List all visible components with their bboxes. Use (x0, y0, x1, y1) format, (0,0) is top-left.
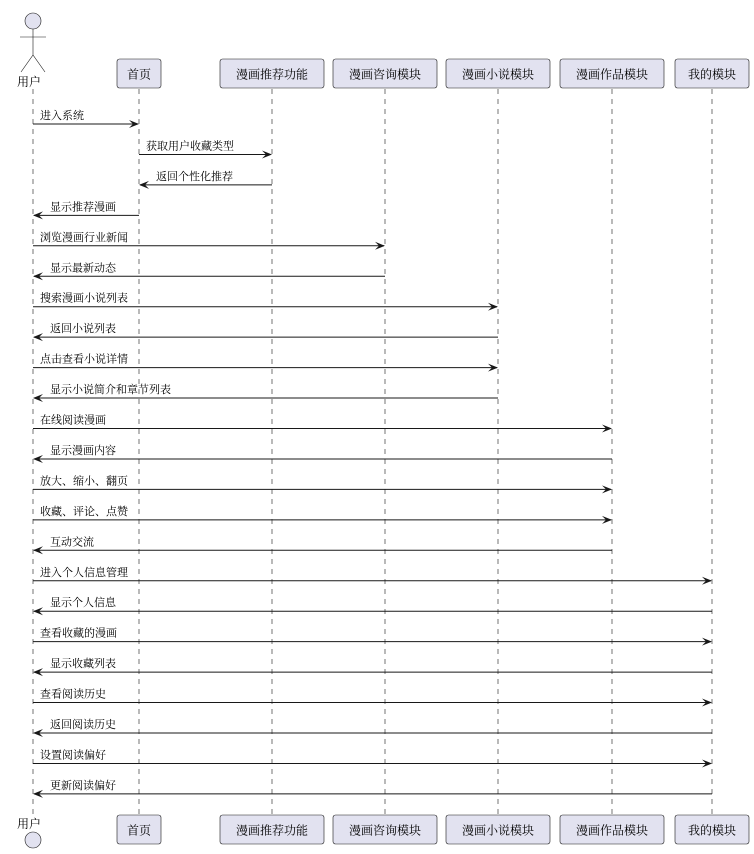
participant-label: 漫画作品模块 (575, 67, 649, 82)
participant-label: 我的模块 (687, 67, 737, 82)
actor-top (17, 13, 46, 89)
message-label: 显示个人信息 (50, 596, 116, 610)
message-label: 浏览漫画行业新闻 (40, 230, 128, 244)
participant-label: 漫画咨询模块 (348, 67, 422, 82)
participant-box-novel-top (446, 59, 550, 88)
participant-label: 漫画推荐功能 (235, 67, 309, 82)
message-1 (33, 108, 139, 128)
message-23 (33, 778, 712, 798)
message-2 (139, 138, 272, 158)
participant-label: 用户 (16, 75, 42, 89)
actor-body-icon (20, 29, 46, 72)
message-label: 显示小说简介和章节列表 (50, 383, 171, 397)
participant-label: 首页 (126, 823, 152, 838)
actor-head-icon (25, 832, 41, 848)
message-label: 显示收藏列表 (50, 657, 116, 671)
message-11 (33, 413, 612, 433)
participant-box-home-bottom (117, 815, 161, 844)
participant-label: 首页 (126, 67, 152, 82)
participant-label: 漫画咨询模块 (348, 823, 422, 838)
message-label: 点击查看小说详情 (40, 352, 128, 366)
participant-box-rec-bottom (220, 815, 324, 844)
participant-box-novel-bottom (446, 815, 550, 844)
message-4 (33, 199, 139, 219)
message-13 (33, 473, 612, 493)
participant-box-news-top (333, 59, 437, 88)
message-label: 返回阅读历史 (50, 718, 116, 731)
message-label: 显示最新动态 (50, 261, 116, 275)
message-label: 显示推荐漫画 (50, 200, 116, 214)
message-15 (33, 534, 612, 554)
message-label: 搜索漫画小说列表 (40, 291, 128, 305)
message-7 (33, 291, 498, 311)
participant-label: 我的模块 (687, 823, 737, 838)
message-5 (33, 230, 385, 250)
message-18 (33, 626, 712, 646)
message-8 (33, 321, 498, 341)
message-label: 返回个性化推荐 (156, 169, 233, 183)
message-label: 互动交流 (50, 535, 94, 549)
participant-label: 用户 (16, 817, 42, 831)
participant-box-works-top (560, 59, 664, 88)
message-3 (139, 169, 272, 189)
message-label: 返回小说列表 (50, 322, 116, 336)
actor-head-icon (25, 13, 41, 29)
message-label: 收藏、评论、点赞 (40, 504, 128, 518)
message-label: 设置阅读偏好 (40, 748, 106, 762)
participant-label: 漫画小说模块 (461, 67, 535, 82)
message-9 (33, 352, 498, 372)
message-17 (33, 595, 712, 615)
message-label: 在线阅读漫画 (40, 413, 106, 427)
participant-label: 漫画小说模块 (461, 823, 535, 838)
message-12 (33, 443, 612, 463)
message-14 (33, 504, 612, 524)
actor-bottom (17, 816, 41, 848)
message-label: 显示漫画内容 (50, 443, 116, 457)
participant-box-mine-top (675, 59, 749, 88)
message-label: 进入系统 (40, 109, 84, 122)
participant-box-works-bottom (560, 815, 664, 844)
message-label: 查看收藏的漫画 (40, 626, 117, 640)
participant-box-news-bottom (333, 815, 437, 844)
message-6 (33, 260, 385, 280)
message-label: 查看阅读历史 (40, 687, 106, 701)
participant-label: 漫画推荐功能 (235, 823, 309, 838)
message-16 (33, 565, 712, 585)
message-22 (33, 747, 712, 767)
message-20 (33, 687, 712, 707)
message-label: 更新阅读偏好 (50, 778, 116, 792)
message-19 (33, 656, 712, 676)
participant-box-rec-top (220, 59, 324, 88)
message-21 (33, 717, 712, 737)
message-label: 获取用户收藏类型 (146, 139, 234, 153)
participant-label: 漫画作品模块 (575, 823, 649, 838)
message-label: 进入个人信息管理 (40, 565, 128, 579)
message-10 (33, 382, 498, 402)
participant-box-mine-bottom (675, 815, 749, 844)
message-label: 放大、缩小、翻页 (40, 474, 128, 488)
participant-box-home-top (117, 59, 161, 88)
